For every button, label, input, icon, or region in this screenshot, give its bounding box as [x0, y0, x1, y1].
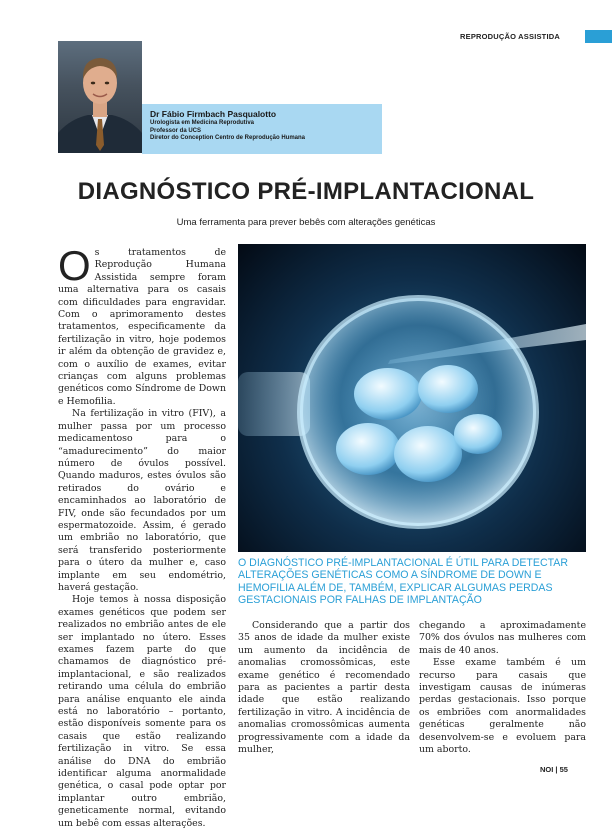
author-info-box [142, 104, 382, 154]
text-column-1 [58, 242, 226, 830]
paragraph: Hoje temos à nossa disposição exames genéticos que podem ser realizados no embrião antes de ele ser implantado no útero. Esses exames fazem parte do que chamamos de diagnóstico pré-implantacional, e são realizados retirando uma célula do embrião para análise enquanto ele ainda está no laboratório – portanto, estão disponíveis somente para os casais que estão realizando fertilização in vitro. Se essa análise do DNA do embrião identificar alguma anormalidade genética, o casal pode optar por implantar outro embrião, geneticamente normal, evitando um bebê com essas alterações. [58, 594, 226, 829]
paragraph: Esse exame também é um recurso para casais que investigam causas de inúmeras perdas gestacionais. Isso porque os embriões com anormalidades genéticas geralmente não desenvolvem-se e evoluem para um aborto. [419, 657, 586, 756]
article-title: DIAGNÓSTICO PRÉ-IMPLANTACIONAL [77, 178, 535, 205]
embryo-illustration [238, 244, 586, 552]
author-portrait-image [58, 41, 142, 153]
author-photo [58, 41, 142, 153]
author-role: Diretor do Conception Centro de Reprodução Humana [150, 135, 306, 141]
embryo-microscopy-image [238, 244, 586, 552]
section-accent-bar [585, 30, 612, 43]
text-column-3 [419, 620, 586, 756]
article-subtitle: Uma ferramenta para prever bebês com alterações genéticas [176, 217, 436, 228]
author-name: Dr Fábio Firmbach Pasqualotto [150, 109, 277, 119]
paragraph-text: s tratamentos de Reprodução Humana Assistida sempre foram uma alternativa para os casais com dificuldades para engravidar. Com o aprimoramento destes tratamentos, especificamente da fertilização in vitro, hoje podemos ir além da obtenção de gravidez e, com o auxílio de exames, evitar crianças com alguns problemas genéticos como Síndrome de Down e Hemofilia. [58, 247, 226, 407]
dropcap: O [58, 242, 91, 289]
pull-quote: O DIAGNÓSTICO PRÉ-IMPLANTACIONAL É ÚTIL PARA DETECTAR ALTERAÇÕES GENÉTICAS COMO A SÍNDROME DE DOWN E HEMOFILIA ALÉM DE, TAMBÉM, EXPLICAR ALGUMAS PERDAS GESTACIONAIS POR FALHAS DE IMPLANTAÇÃO [238, 557, 569, 607]
page-number: NOI | 55 [540, 765, 568, 774]
paragraph: Na fertilização in vitro (FIV), a mulher passa por um processo medicamentoso para o “amadurecimento” do maior número de óvulos possível. Quando maduros, estes óvulos são retirados do ovário e encaminhados ao laboratório de FIV, onde são fecundados por um espermatozoide. Assim, é gerado um embrião no laboratório, que será transferido posteriormente para o útero da mulher e, caso implante em seu endométrio, haverá gestação. [58, 408, 226, 593]
text-column-2 [238, 620, 410, 756]
paragraph: chegando a aproximadamente 70% dos óvulos nas mulheres com mais de 40 anos. [419, 620, 586, 656]
section-tag: REPRODUÇÃO ASSISTIDA [460, 32, 560, 41]
author-role: Urologista em Medicina Reprodutiva [150, 120, 255, 126]
author-role: Professor da UCS [150, 127, 202, 134]
paragraph [58, 242, 226, 408]
paragraph: Considerando que a partir dos 35 anos de idade da mulher existe um aumento da incidência de anomalias cromossômicas, este exame genético é recomendado para as pacientes a partir desta idade que estão realizando fertilização in vitro. A incidência de anomalias cromossômicas aumenta progressivamente com a idade da mulher, [238, 620, 410, 756]
